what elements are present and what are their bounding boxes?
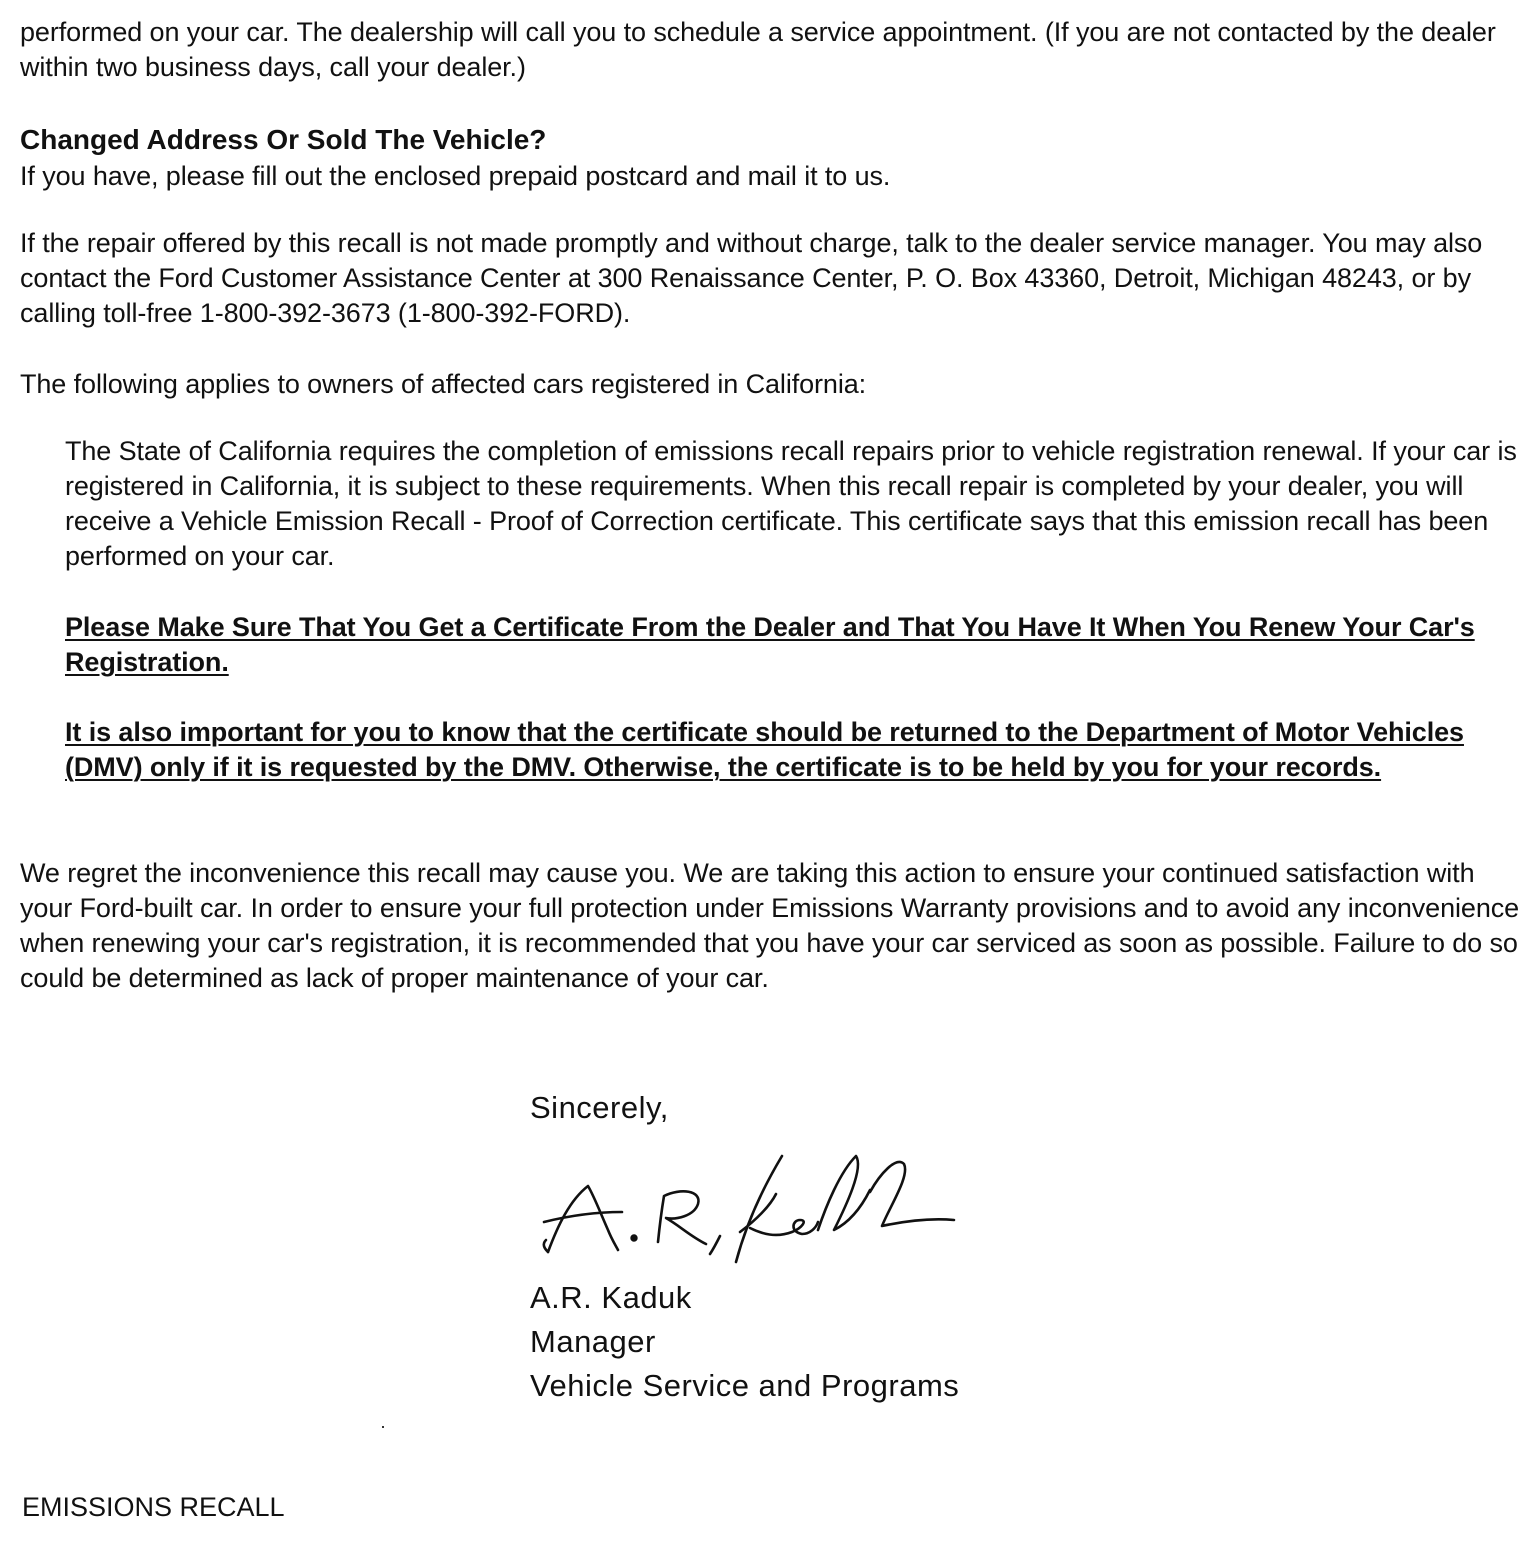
signer-name: A.R. Kaduk bbox=[530, 1280, 692, 1315]
scan-speck bbox=[382, 1426, 384, 1428]
paragraph-changed-address: If you have, please fill out the enclosed prepaid postcard and mail it to us. bbox=[20, 161, 891, 191]
notice-certificate: Please Make Sure That You Get a Certificate From the Dealer and That You Have It When You Renew Your Car's Registration. bbox=[65, 612, 1475, 677]
paragraph-regret: We regret the inconvenience this recall may cause you. We are taking this action to ensure your continued satisfaction with your Ford-built car. In order to ensure your full protection under Emissions Warranty provisions and to avoid any inconvenience when renewing your car's registration, it is recommended that you have your car serviced as soon as possible. Failure to do so could be determined as lack of proper maintenance of your car. bbox=[20, 858, 1520, 993]
handwritten-signature bbox=[530, 1150, 960, 1265]
paragraph-appointment: performed on your car. The dealership will call you to schedule a service appointment. (If you are not contacted by the dealer within two business days, call your dealer.) bbox=[20, 17, 1496, 82]
notice-dmv: It is also important for you to know that the certificate should be returned to the Department of Motor Vehicles (DMV) only if it is requested by the DMV. Otherwise, the certificate is to be held by you for your records. bbox=[65, 717, 1464, 782]
paragraph-contact-info: If the repair offered by this recall is not made promptly and without charge, talk to the dealer service manager. You may also contact the Ford Customer Assistance Center at 300 Renaissance Center, P. O. Box 43360, Detroit, Michigan 48243, or by calling toll-free 1-800-392-3673 (1-800-392-FORD). bbox=[20, 228, 1483, 328]
signer-title: Manager bbox=[530, 1324, 656, 1359]
heading-changed-address: Changed Address Or Sold The Vehicle? bbox=[20, 124, 547, 155]
paragraph-california-requirements: The State of California requires the completion of emissions recall repairs prior to vehicle registration renewal. If your car is registered in California, it is subject to these requirements. When this recall repair is completed by your dealer, you will receive a Vehicle Emission Recall - Proof of Correction certificate. This certificate says that this emission recall has been performed on your car. bbox=[65, 436, 1517, 571]
paragraph-california-intro: The following applies to owners of affected cars registered in California: bbox=[20, 369, 867, 399]
signer-department: Vehicle Service and Programs bbox=[530, 1368, 960, 1403]
footer-label: EMISSIONS RECALL bbox=[22, 1492, 285, 1522]
closing-salutation: Sincerely, bbox=[530, 1090, 669, 1125]
